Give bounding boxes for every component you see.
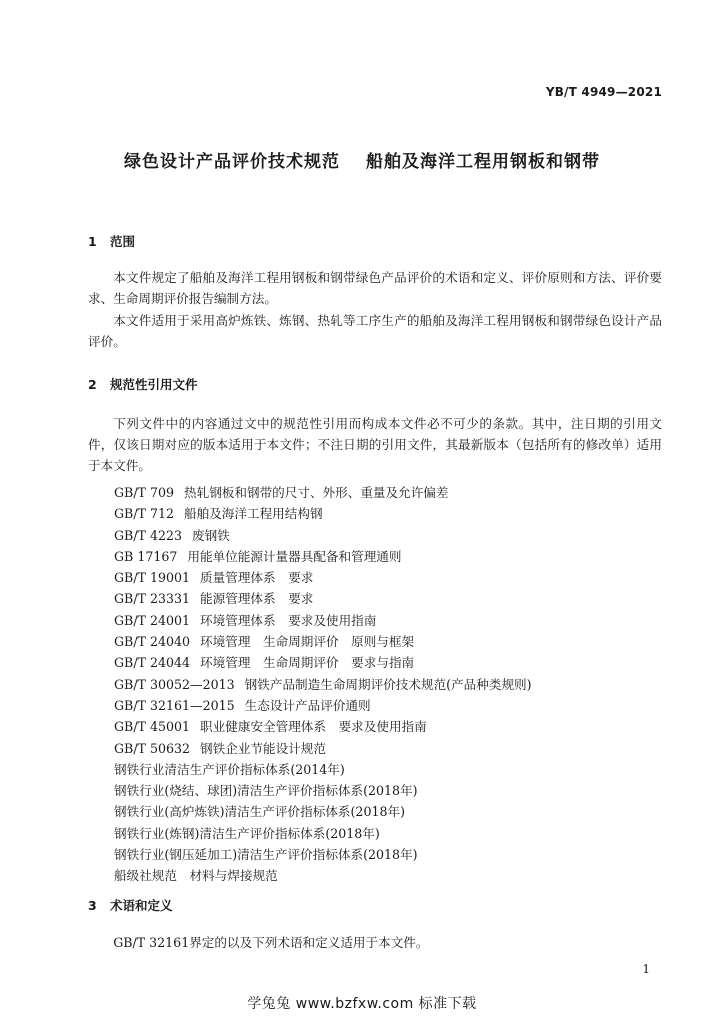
reference-title: 船级社规范 材料与焊接规范 — [114, 868, 278, 884]
reference-item — [114, 865, 532, 886]
reference-code: GB/T 24044 — [114, 655, 191, 671]
reference-item — [114, 695, 532, 716]
reference-item — [114, 588, 532, 609]
reference-title: 环境管理 生命周期评价 原则与框架 — [200, 634, 415, 650]
section-2-heading — [88, 375, 198, 393]
reference-item — [114, 759, 532, 780]
reference-item — [114, 674, 532, 695]
title-part-2: 船舶及海洋工程用钢板和钢带 — [366, 152, 600, 172]
reference-item — [114, 652, 532, 673]
reference-item — [114, 631, 532, 652]
reference-code: GB/T 24040 — [114, 634, 191, 650]
page-number: 1 — [642, 962, 650, 976]
title-part-1: 绿色设计产品评价技术规范 — [124, 152, 340, 172]
reference-item — [114, 844, 532, 865]
reference-code: GB/T 709 — [114, 485, 174, 500]
reference-title: 职业健康安全管理体系 要求及使用指南 — [200, 719, 427, 735]
reference-title: 船舶及海洋工程用结构钢 — [184, 506, 323, 522]
footer-watermark-text: 学兔兔 www.bzfxw.com 标准下载 — [247, 996, 477, 1012]
reference-title: 环境管理 生命周期评价 要求与指南 — [200, 655, 415, 671]
reference-code: GB/T 19001 — [114, 570, 191, 586]
reference-code: GB/T 4223 — [114, 527, 183, 543]
reference-code: GB/T 50632 — [114, 740, 191, 756]
reference-item — [114, 780, 532, 801]
reference-title: 热轧钢板和钢带的尺寸、外形、重量及允许偏差 — [184, 485, 449, 500]
section-1-heading — [88, 232, 135, 250]
reference-title: 钢铁产品制造生命周期评价技术规范(产品种类规则) — [244, 676, 532, 692]
reference-code: GB/T 712 — [114, 506, 174, 522]
reference-code: GB/T 23331 — [114, 591, 191, 607]
section-3-paragraph-1: GB/T 32161界定的以及下列术语和定义适用于本文件。 — [113, 935, 429, 950]
reference-title: 钢铁行业(烧结、球团)清洁生产评价指标体系(2018年) — [114, 783, 418, 799]
reference-title: 环境管理体系 要求及使用指南 — [200, 612, 377, 628]
reference-code: GB 17167 — [114, 548, 178, 564]
reference-title: 生态设计产品评价通则 — [244, 697, 371, 713]
reference-title: 能源管理体系 要求 — [200, 591, 314, 607]
section-1-paragraph-2: 本文件适用于采用高炉炼铁、炼钢、热轧等工序生产的船舶及海洋工程用钢板和钢带绿色设计产品评价。 — [88, 313, 662, 349]
section-1-paragraph-1: 本文件规定了船舶及海洋工程用钢板和钢带绿色产品评价的术语和定义、评价原则和方法、评价要求、生命周期评价报告编制方法。 — [88, 270, 662, 306]
reference-item — [114, 546, 532, 567]
reference-item — [114, 610, 532, 631]
reference-title: 质量管理体系 要求 — [200, 570, 314, 586]
section-title: 术语和定义 — [110, 898, 173, 913]
reference-item — [114, 525, 532, 546]
section-title: 规范性引用文件 — [110, 377, 198, 392]
reference-code: GB/T 45001 — [114, 719, 191, 735]
reference-title: 钢铁行业清洁生产评价指标体系(2014年) — [114, 761, 345, 777]
section-3-heading — [88, 896, 173, 914]
reference-item — [114, 823, 532, 844]
reference-code: GB/T 32161—2015 — [114, 697, 235, 713]
reference-title: 钢铁行业(高炉炼铁)清洁生产评价指标体系(2018年) — [114, 804, 405, 820]
reference-item — [114, 738, 532, 759]
reference-title: 钢铁行业(钢压延加工)清洁生产评价指标体系(2018年) — [114, 847, 418, 863]
reference-code: GB/T 24001 — [114, 612, 191, 628]
section-number: 1 — [88, 234, 97, 249]
reference-code: GB/T 30052—2013 — [114, 676, 235, 692]
normative-references-list — [114, 482, 532, 887]
section-2-paragraph-1: 下列文件中的内容通过文中的规范性引用而构成本文件必不可少的条款。其中，注日期的引用文件，仅该日期对应的版本适用于本文件；不注日期的引用文件，其最新版本（包括所有的修改单）适用于本文件。 — [88, 416, 662, 473]
section-title: 范围 — [110, 234, 136, 249]
reference-title: 废钢铁 — [192, 527, 230, 543]
section-number: 2 — [88, 377, 97, 392]
document-title — [0, 147, 724, 172]
reference-title: 钢铁企业节能设计规范 — [200, 740, 326, 756]
reference-item — [114, 567, 532, 588]
reference-item — [114, 503, 532, 524]
reference-title: 用能单位能源计量器具配备和管理通则 — [187, 548, 402, 564]
reference-title: 钢铁行业(炼钢)清洁生产评价指标体系(2018年) — [114, 825, 380, 841]
reference-item — [114, 716, 532, 737]
reference-item — [114, 482, 532, 503]
standard-code: YB/T 4949—2021 — [545, 85, 662, 99]
reference-item — [114, 801, 532, 822]
section-number: 3 — [88, 898, 97, 913]
